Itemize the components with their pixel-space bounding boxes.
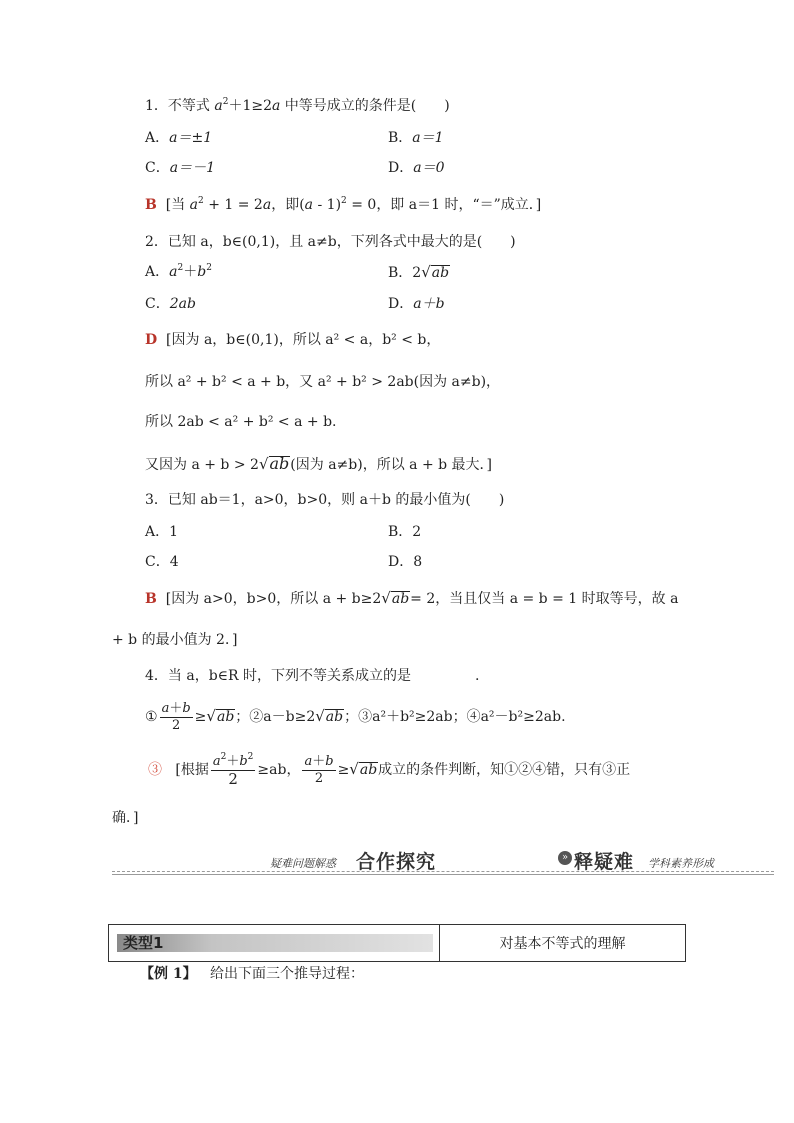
q2-option-a: A．$a^2+b^2$ [145,263,212,280]
banner-title-2: 释疑难 [574,851,635,873]
double-arrow-icon: » [558,851,572,865]
banner-left-caption: 疑难问题解惑 [270,857,336,870]
q3-stem: 3．已知 ab＝1，a>0，b>0，则 a＋b 的最小值为( ) [145,492,505,508]
q4-explanation: ③ [根据 $\frac{a^2+b^2}{2}$ ≥ab， $\frac{a+b}{2}$ ≥√ab成立的条件判断，知①②④错，只有③正 [148,751,631,788]
q4-explanation-end: 确．] [112,810,139,826]
q2-explanation-3: 所以 2ab < a² + b² < a + b. [145,414,337,430]
q2-stem: 2．已知 a，b∈(0,1)，且 a≠b，下列各式中最大的是( ) [145,234,516,250]
example-text: 给出下面三个推导过程： [209,966,364,982]
q1-answer: B [145,197,157,213]
q1-option-d: D．a＝0 [388,160,445,176]
q4-answer: ③ [148,762,162,778]
q4-stem: 4．当 a，b∈R 时，下列不等关系成立的是 . [145,668,480,684]
type-tag: 类型1 [123,934,164,952]
q1-option-a: A．a＝±1 [145,130,213,146]
q3-option-b: B．2 [388,524,422,540]
banner-right-caption: 学科素养形成 [648,857,714,870]
type-box [108,924,686,962]
q1-stem: 1．不等式 $a^2+1\ge 2a$ 中等号成立的条件是( ) [145,97,450,114]
q3-option-a: A．1 [145,524,179,540]
q2-explanation-4: 又因为 a + b > 2√ab(因为 a≠b)，所以 a + b 最大．] [145,454,492,473]
banner-rule-solid [112,874,774,875]
q1-option-b: B．a＝1 [388,130,444,146]
q2-option-c: C．2ab [145,296,196,312]
q3-option-d: D．8 [388,554,423,570]
q3-explanation-2: + b 的最小值为 2．] [112,632,238,648]
q4-items: ① $\frac{a+b}{2}$ ≥√ab；②a－b≥2√ab；③a²＋b²≥2ab；④a²－b²≥2ab. [145,700,566,733]
type-box-label-cell [109,925,440,961]
example-label: 【例 1】 [140,966,197,982]
q3-answer: B [145,591,157,607]
type-box-gradient-bar [117,934,433,952]
example-1 [140,964,364,984]
q2-explanation-1: D [因为 a，b∈(0,1)，所以 a² < a，b² < b， [145,332,441,348]
q3-option-c: C．4 [145,554,179,570]
q2-option-b: B．2√ab [388,263,450,281]
q1-explanation: B [当 $a^2 + 1 = 2a$，即(a - 1)$^2$ = 0，即 a＝1 时，“＝”成立．] [145,196,542,213]
type-title: 对基本不等式的理解 [499,936,626,952]
banner-title-1: 合作探究 [356,851,437,873]
banner-rule-dashed [112,871,774,872]
section-banner [112,846,774,876]
q3-explanation-1: B [因为 a>0，b>0，所以 a + b≥2√ab= 2，当且仅当 a = b = 1 时取等号，故 a [145,589,679,607]
q1-option-c: C．a＝－1 [145,160,215,176]
q2-option-d: D．a＋b [388,296,445,312]
q2-answer: D [145,332,158,348]
q2-explanation-2: 所以 a² + b² < a + b，又 a² + b² > 2ab(因为 a≠b)， [145,374,501,390]
